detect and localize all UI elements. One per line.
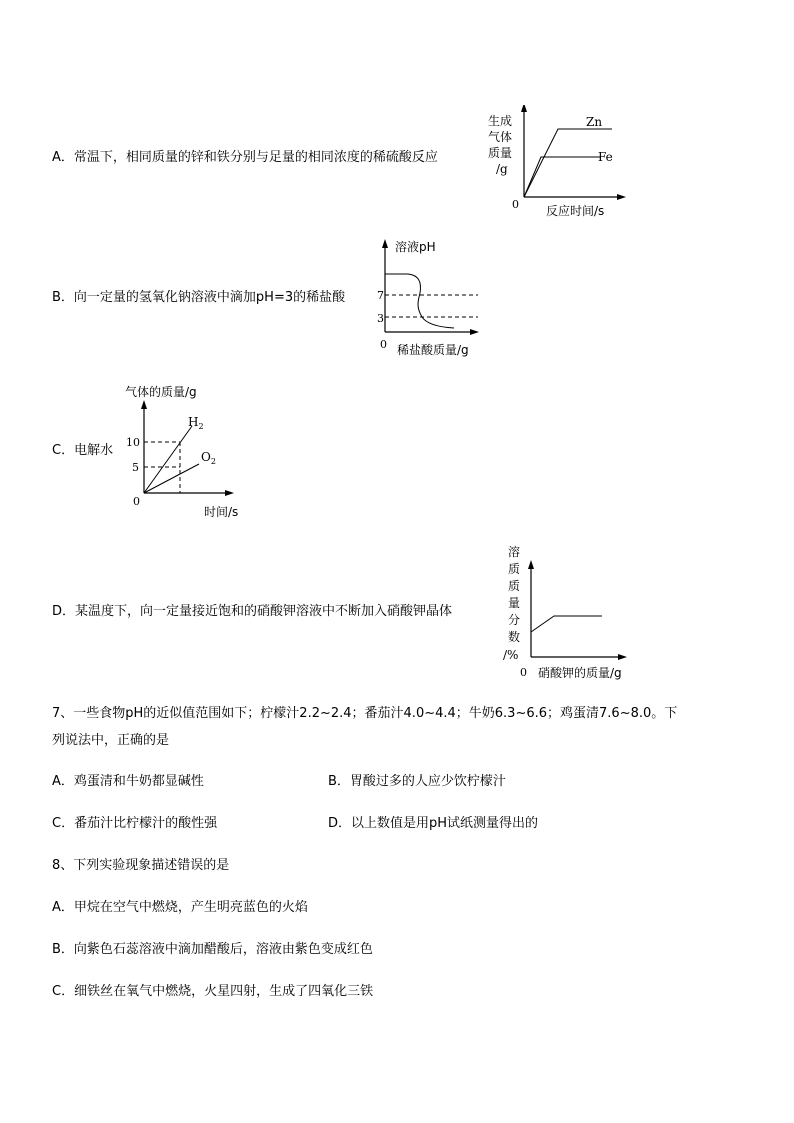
- chart-b: [370, 235, 485, 360]
- chart-a-x-arrow: [617, 194, 626, 200]
- q8-option-a[interactable]: A．甲烷在空气中燃烧，产生明亮蓝色的火焰: [52, 900, 308, 915]
- chart-a-ylabel-3: 质量: [488, 146, 513, 160]
- chart-a-zn-line: [524, 157, 600, 197]
- chart-c-y-arrow: [141, 400, 147, 409]
- chart-d-x-arrow: [618, 654, 627, 660]
- chart-d-ylabel-4: 量: [508, 596, 521, 610]
- chart-b-ylabel: 溶液pH: [395, 240, 436, 254]
- chart-c-x-arrow: [225, 490, 234, 496]
- chart-c: [120, 380, 245, 520]
- chart-d-ylabel-3: 质: [508, 579, 521, 593]
- option-c-text: C．电解水: [52, 443, 114, 458]
- chart-a-y-arrow: [521, 105, 527, 112]
- chart-b-tick-3: 3: [377, 312, 384, 325]
- chart-d-ylabel-5: 分: [508, 613, 521, 627]
- chart-c-ylabel: 气体的质量/g: [125, 385, 197, 399]
- chart-d-y-arrow: [528, 560, 534, 569]
- chart-c-origin: 0: [133, 495, 140, 508]
- q7-stem-line-1: 7、一些食物pH的近似值范围如下；柠檬汁2.2~2.4；番茄汁4.0~4.4；牛奶6.3~6.6；鸡蛋清7.6~8.0。下: [52, 706, 678, 721]
- chart-a-ylabel-2: 气体: [488, 130, 513, 144]
- chart-b-y-arrow: [382, 239, 388, 248]
- chart-d-xlabel: 硝酸钾的质量/g: [538, 666, 622, 680]
- chart-d-ylabel-2: 质: [508, 562, 521, 576]
- chart-a-origin: 0: [512, 198, 519, 211]
- chart-b-tick-7: 7: [377, 289, 384, 302]
- q8-stem: 8、下列实验现象描述错误的是: [52, 858, 230, 873]
- chart-a: [480, 105, 630, 220]
- chart-c-tick-5: 5: [132, 461, 139, 474]
- chart-a-xlabel: 反应时间/s: [546, 204, 605, 218]
- q7-option-d[interactable]: D．以上数值是用pH试纸测量得出的: [328, 816, 539, 831]
- chart-c-o2-label: $O_2$: [201, 450, 216, 466]
- option-b-text: B．向一定量的氢氧化钠溶液中滴加pH=3的稀盐酸: [52, 290, 346, 305]
- q7-option-a[interactable]: A．鸡蛋清和牛奶都显碱性: [52, 774, 204, 789]
- chart-c-h2-line: [144, 426, 192, 493]
- chart-d: [498, 540, 643, 685]
- q7-option-b[interactable]: B．胃酸过多的人应少饮柠檬汁: [328, 774, 506, 789]
- option-d-text: D．某温度下，向一定量接近饱和的硝酸钾溶液中不断加入硝酸钾晶体: [52, 604, 453, 619]
- q8-option-c[interactable]: C．细铁丝在氧气中燃烧，火星四射，生成了四氧化三铁: [52, 984, 374, 999]
- chart-b-origin: 0: [380, 338, 387, 351]
- q8-option-b[interactable]: B．向紫色石蕊溶液中滴加醋酸后，溶液由紫色变成红色: [52, 942, 373, 957]
- chart-c-xlabel: 时间/s: [204, 505, 239, 519]
- chart-d-ylabel-1: 溶: [508, 545, 521, 559]
- chart-d-ylabel-6: 数: [508, 630, 521, 644]
- chart-b-curve: [385, 274, 454, 328]
- chart-a-fe-label: Fe: [598, 150, 613, 164]
- chart-a-ylabel-1: 生成: [488, 114, 513, 128]
- chart-b-xlabel: 稀盐酸质量/g: [397, 343, 469, 357]
- option-a-text: A．常温下，相同质量的锌和铁分别与足量的相同浓度的稀硫酸反应: [52, 150, 438, 165]
- q7-stem-line-2: 列说法中，正确的是: [52, 733, 170, 748]
- chart-b-x-arrow: [470, 329, 479, 335]
- chart-c-o2-line: [144, 464, 199, 493]
- chart-a-zn-label: Zn: [586, 115, 603, 129]
- chart-c-h2-label: $H_2$: [188, 415, 204, 431]
- chart-a-ylabel-4: /g: [496, 162, 508, 176]
- chart-c-tick-10: 10: [126, 436, 140, 449]
- chart-d-origin: 0: [520, 666, 527, 679]
- q7-option-c[interactable]: C．番茄汁比柠檬汁的酸性强: [52, 816, 218, 831]
- chart-d-curve: [531, 616, 602, 632]
- chart-d-ylabel-7: /%: [503, 648, 519, 662]
